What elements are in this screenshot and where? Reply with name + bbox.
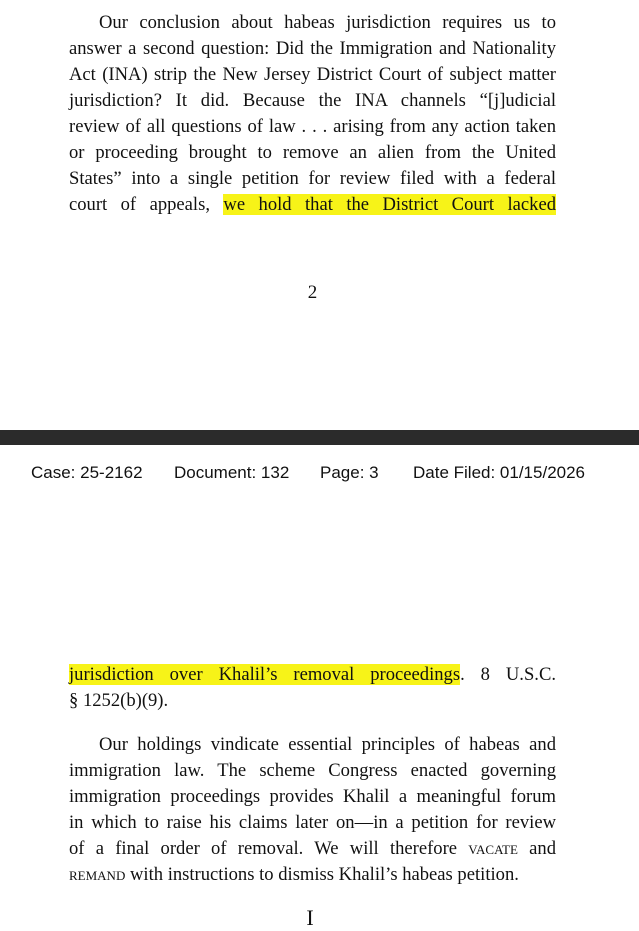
paragraph-line: answer a second question: Did the Immigration and Nationality: [69, 38, 556, 59]
paragraph-line: [69, 192, 556, 218]
paragraph-line: [69, 662, 556, 688]
page-number: 2: [307, 282, 318, 303]
page-separator: [0, 430, 639, 445]
paragraph-line: [69, 836, 556, 862]
paragraph-line: immigration law. The scheme Congress enacted governing: [69, 760, 556, 781]
section-heading: I: [306, 905, 314, 930]
paragraph-line: jurisdiction? It did. Because the INA channels “[j]udicial: [69, 90, 556, 111]
header-document: Document: 132: [174, 463, 290, 482]
header-case: Case: 25-2162: [31, 463, 143, 482]
header-date-filed: Date Filed: 01/15/2026: [413, 463, 586, 482]
paragraph-line: § 1252(b)(9).: [69, 690, 169, 711]
small-caps-text: remand: [69, 864, 126, 885]
paragraph-line: Our conclusion about habeas jurisdiction requires us to: [99, 12, 556, 33]
paragraph-line: review of all questions of law . . . arising from any action taken: [69, 116, 556, 137]
small-caps-text: vacate: [468, 838, 518, 859]
paragraph-line: States” into a single petition for review filed with a federal: [69, 168, 556, 189]
paragraph-line: [69, 862, 556, 888]
paragraph-line: Our holdings vindicate essential principles of habeas and: [99, 734, 556, 755]
highlighted-text: jurisdiction over Khalil’s removal proceedings: [69, 664, 461, 685]
highlighted-text: we hold that the District Court lacked: [223, 194, 556, 215]
document-page-2: [0, 0, 639, 430]
plain-text: and: [517, 838, 556, 859]
plain-text: court of appeals,: [69, 194, 224, 215]
plain-text: of a final order of removal. We will therefore: [69, 838, 469, 859]
paragraph-line: in which to raise his claims later on—in a petition for review: [69, 812, 556, 833]
paragraph-line: Act (INA) strip the New Jersey District Court of subject matter: [69, 64, 556, 85]
plain-text: . 8 U.S.C.: [460, 664, 556, 685]
plain-text: with instructions to dismiss Khalil’s habeas petition.: [125, 864, 519, 885]
page-header: [0, 462, 639, 484]
paragraph-line: or proceeding brought to remove an alien from the United: [69, 142, 556, 163]
paragraph-line: immigration proceedings provides Khalil a meaningful forum: [69, 786, 556, 807]
header-page: Page: 3: [320, 463, 379, 482]
